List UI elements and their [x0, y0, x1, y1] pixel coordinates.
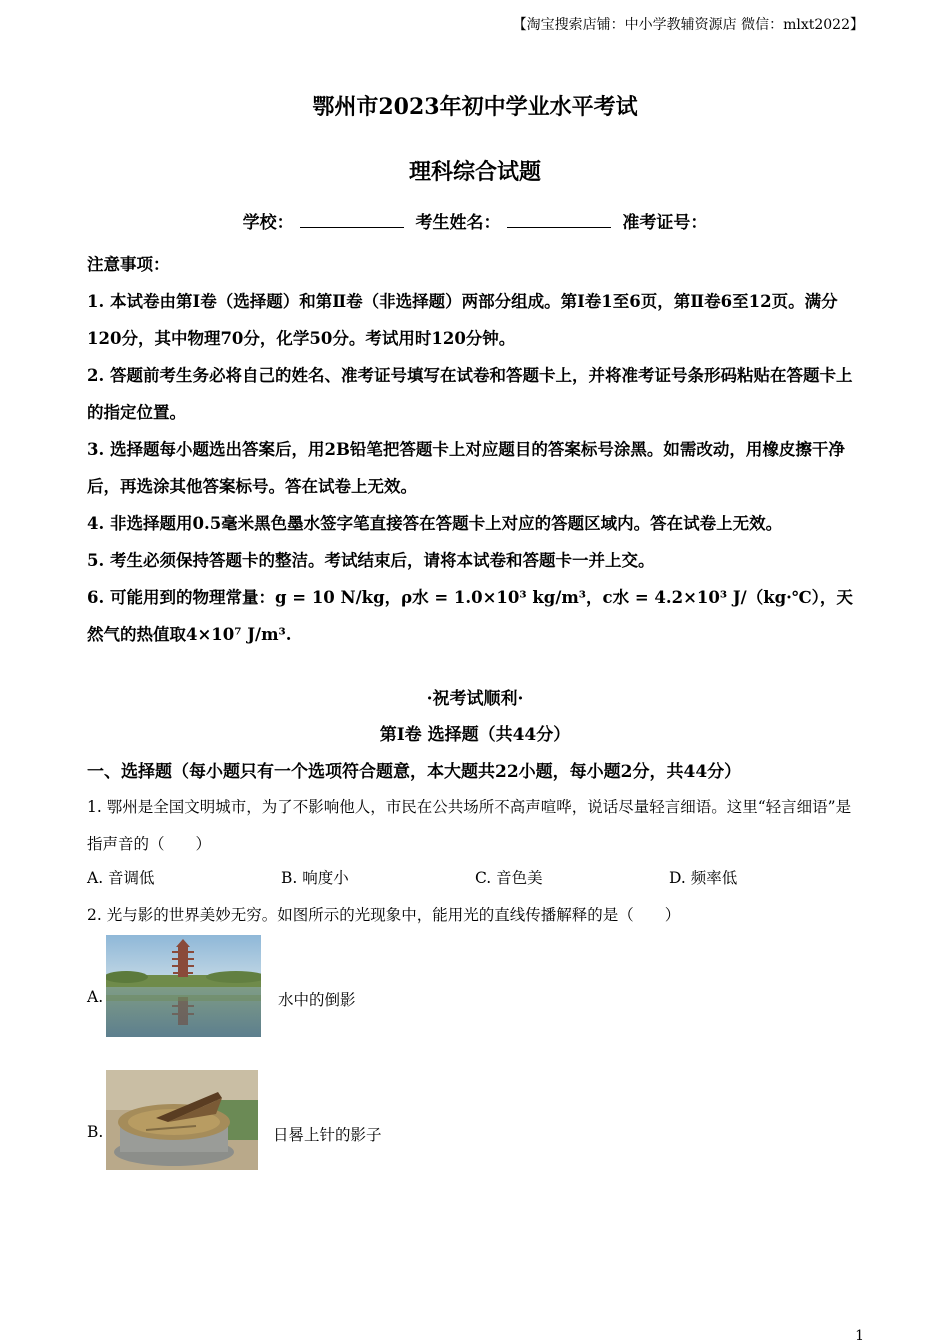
option-c[interactable]: C. 音色美	[475, 869, 543, 887]
option-a[interactable]: A. 音调低	[87, 869, 155, 887]
exam-subtitle: 理科综合试题	[408, 159, 541, 185]
option-a-label: A.	[87, 988, 104, 1006]
option-b-label: B.	[87, 1123, 104, 1141]
note-item: 6. 可能用到的物理常量：g = 10 N/kg，ρ水 = 1.0×10³ kg/m³，c水 = 4.2×10³ J/（kg·℃），天然气的热值取4×10⁷ J/m³.	[87, 588, 853, 644]
shop-note: 【淘宝搜索店铺：中小学教辅资源店 微信：mlxt2022】	[512, 17, 864, 33]
section-heading: 一、选择题（每小题只有一个选项符合题意，本大题共22小题，每小题2分，共44分）	[87, 762, 742, 782]
name-label: 考生姓名：	[415, 213, 501, 233]
blessing: ·祝考试顺利·	[426, 689, 524, 709]
option-b[interactable]: B. 响度小	[281, 869, 349, 887]
school-label: 学校：	[242, 213, 294, 233]
question-2-option-b[interactable]	[87, 1070, 862, 1172]
candidate-info	[0, 208, 950, 233]
part-heading: 第Ⅰ卷 选择题（共44分）	[379, 725, 571, 745]
question-2-option-a[interactable]	[87, 935, 862, 1039]
sundial-image	[106, 1070, 258, 1170]
note-item: 2. 答题前考生务必将自己的姓名、准考证号填写在试卷和答题卡上，并将准考证号条形码粘贴在答题卡上的指定位置。	[87, 366, 853, 422]
note-item: 1. 本试卷由第Ⅰ卷（选择题）和第Ⅱ卷（非选择题）两部分组成。第Ⅰ卷1至6页，第Ⅱ卷6至12页。满分120分，其中物理70分，化学50分。考试用时120分钟。	[87, 292, 838, 348]
notes	[87, 246, 862, 653]
option-b-caption: 日晷上针的影子	[273, 1126, 382, 1144]
option-a-caption: 水中的倒影	[278, 991, 356, 1009]
question-1: 1. 鄂州是全国文明城市，为了不影响他人，市民在公共场所不高声喧哗，说话尽量轻言细语。这里“轻言细语”是指声音的（ ）	[87, 798, 852, 853]
name-blank[interactable]	[507, 213, 611, 228]
notes-heading: 注意事项：	[87, 255, 170, 274]
note-item: 3. 选择题每小题选出答案后，用2B铅笔把答题卡上对应题目的答案标号涂黑。如需改动，用橡皮擦干净后，再选涂其他答案标号。答在试卷上无效。	[87, 440, 845, 496]
page-number: 1	[855, 1328, 864, 1344]
question-2: 2. 光与影的世界美妙无穷。如图所示的光现象中，能用光的直线传播解释的是（ ）	[87, 906, 681, 924]
note-item: 4. 非选择题用0.5毫米黑色墨水签字笔直接答在答题卡上对应的答题区域内。答在试卷上无效。	[87, 514, 783, 533]
option-d[interactable]: D. 频率低	[669, 869, 738, 887]
exam-title: 鄂州市2023年初中学业水平考试	[312, 94, 638, 120]
note-item: 5. 考生必须保持答题卡的整洁。考试结束后，请将本试卷和答题卡一并上交。	[87, 551, 655, 570]
school-blank[interactable]	[300, 213, 404, 228]
id-label: 准考证号：	[622, 213, 708, 233]
pagoda-reflection-image	[106, 935, 261, 1037]
